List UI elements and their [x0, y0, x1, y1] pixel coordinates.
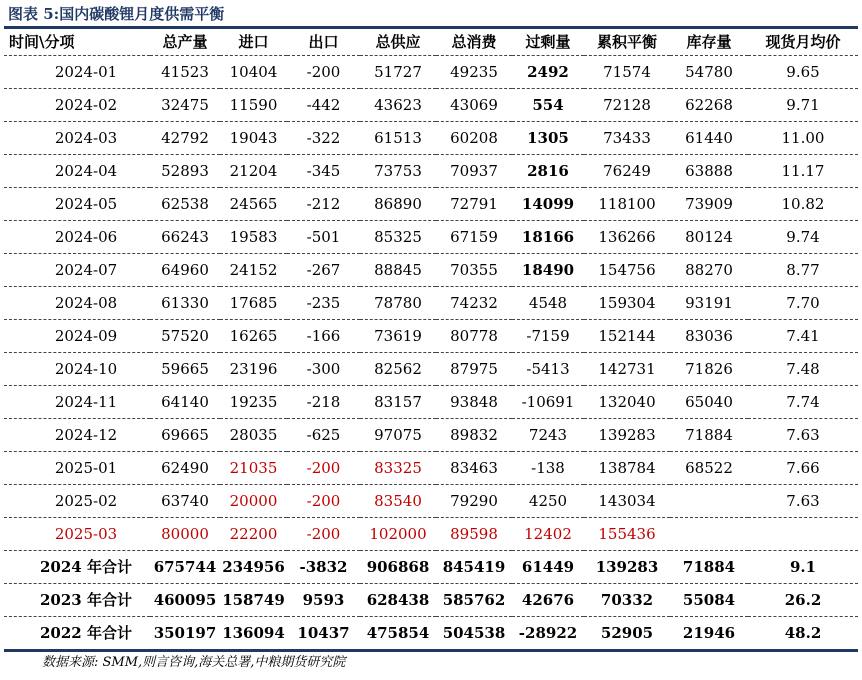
- column-header: 累积平衡: [584, 29, 670, 55]
- table-row: [4, 253, 858, 286]
- table-cell: 88845: [360, 253, 436, 286]
- table-cell: 21035: [220, 451, 287, 484]
- table-cell: 7.66: [748, 451, 858, 484]
- table-cell: 62268: [670, 88, 748, 121]
- table-cell: 7.48: [748, 352, 858, 385]
- table-cell: 7.74: [748, 385, 858, 418]
- table-cell: 475854: [366, 623, 430, 642]
- table-cell: 71884: [670, 550, 748, 583]
- table-cell: -200: [287, 451, 360, 484]
- table-cell: 118100: [584, 187, 670, 220]
- table-row: [4, 484, 858, 517]
- table-cell: 87975: [436, 352, 512, 385]
- table-cell: 93191: [670, 286, 748, 319]
- table-cell: -322: [287, 121, 360, 154]
- table-cell: 7.63: [748, 418, 858, 451]
- table-cell: 7.70: [748, 286, 858, 319]
- column-header: 过剩量: [512, 29, 584, 55]
- table-cell: -3832: [287, 550, 360, 583]
- table-row: [4, 583, 858, 616]
- table-row: [4, 550, 858, 583]
- row-label-cell: 2024-05: [4, 187, 150, 220]
- table-cell: 80124: [670, 220, 748, 253]
- table-body: [4, 55, 858, 649]
- table-cell: 1305: [512, 121, 584, 154]
- table-row: [4, 319, 858, 352]
- table-cell: 9.1: [748, 550, 858, 583]
- table-cell: -200: [287, 484, 360, 517]
- table-cell: 48.2: [784, 623, 822, 642]
- table-cell: 155436: [584, 517, 670, 550]
- table-row: [4, 451, 858, 484]
- table-cell: 2492: [512, 55, 584, 88]
- table-cell: 7.63: [748, 484, 858, 517]
- table-cell: 11.00: [748, 121, 858, 154]
- row-label-cell: 2025-03: [4, 517, 150, 550]
- table-cell: 68522: [670, 451, 748, 484]
- table-cell: 102000: [360, 517, 436, 550]
- table-cell: -235: [287, 286, 360, 319]
- table-cell: 65040: [670, 385, 748, 418]
- table-cell: 49235: [436, 55, 512, 88]
- row-label-cell: 2024-10: [4, 352, 150, 385]
- table-cell: 64960: [150, 253, 220, 286]
- table-cell: 585762: [436, 583, 512, 616]
- column-header: 时间\分项: [4, 29, 150, 55]
- table-cell: 21946: [682, 623, 736, 642]
- row-label-cell: 2024-06: [4, 220, 150, 253]
- table-cell: -200: [287, 517, 360, 550]
- table-cell: 67159: [436, 220, 512, 253]
- table-row: [4, 220, 858, 253]
- table-row: [4, 55, 858, 88]
- table-cell: 10404: [220, 55, 287, 88]
- table-cell: 78780: [360, 286, 436, 319]
- table-cell: 4548: [512, 286, 584, 319]
- table-row: [4, 154, 858, 187]
- table-cell: -166: [287, 319, 360, 352]
- table-cell: 9.71: [748, 88, 858, 121]
- table-row: [4, 121, 858, 154]
- table-cell: 64140: [150, 385, 220, 418]
- table-cell: 83540: [360, 484, 436, 517]
- table-cell: 628438: [360, 583, 436, 616]
- table-cell: 52893: [150, 154, 220, 187]
- row-label-cell: 2023 年合计: [4, 583, 150, 616]
- table-cell: 9.74: [748, 220, 858, 253]
- column-header: 总供应: [360, 29, 436, 55]
- table-cell: 63740: [150, 484, 220, 517]
- row-label-cell: 2024-01: [4, 55, 150, 88]
- table-cell: 83157: [360, 385, 436, 418]
- table-cell: 73753: [360, 154, 436, 187]
- table-cell: 59665: [150, 352, 220, 385]
- table-cell: -7159: [512, 319, 584, 352]
- table-cell: 11590: [220, 88, 287, 121]
- column-header: 现货月均价: [748, 29, 858, 55]
- table-cell: -212: [287, 187, 360, 220]
- table-cell: 139283: [584, 550, 670, 583]
- table-cell: 66243: [150, 220, 220, 253]
- supply-demand-table: [4, 29, 858, 649]
- header-row: [4, 29, 858, 55]
- column-header: 总消费: [436, 29, 512, 55]
- table-row: [4, 385, 858, 418]
- table-cell: 61449: [512, 550, 584, 583]
- table-cell: 504538: [442, 623, 506, 642]
- table-cell: 55084: [670, 583, 748, 616]
- table-cell: 139283: [584, 418, 670, 451]
- table-cell: 93848: [436, 385, 512, 418]
- table-cell: 7.41: [748, 319, 858, 352]
- row-label-cell: 2024-09: [4, 319, 150, 352]
- table-cell: 89832: [436, 418, 512, 451]
- table-cell: 43069: [436, 88, 512, 121]
- table-cell: 158749: [220, 583, 287, 616]
- table-cell: 70355: [436, 253, 512, 286]
- table-cell: 7243: [512, 418, 584, 451]
- table-cell: 70332: [584, 583, 670, 616]
- table-cell: 16265: [220, 319, 287, 352]
- table-cell: -28922: [518, 623, 578, 642]
- table-cell: 57520: [150, 319, 220, 352]
- figure-title: 图表 5:国内碳酸锂月度供需平衡: [8, 5, 225, 23]
- table-cell: 51727: [360, 55, 436, 88]
- table-cell: 42676: [512, 583, 584, 616]
- table-cell: 80000: [150, 517, 220, 550]
- table-cell: 86890: [360, 187, 436, 220]
- table-row: [4, 88, 858, 121]
- table-cell: 19583: [220, 220, 287, 253]
- table-cell: 9593: [287, 583, 360, 616]
- table-cell: 70937: [436, 154, 512, 187]
- column-header: 出口: [287, 29, 360, 55]
- table-cell: 26.2: [748, 583, 858, 616]
- table-cell: 12402: [512, 517, 584, 550]
- table-cell: 82562: [360, 352, 436, 385]
- table-cell: 83325: [360, 451, 436, 484]
- table-cell: 19235: [220, 385, 287, 418]
- row-label-cell: 2025-02: [4, 484, 150, 517]
- table-cell: 18166: [512, 220, 584, 253]
- table-cell: 73619: [360, 319, 436, 352]
- table-cell: 154756: [584, 253, 670, 286]
- table-cell: 138784: [584, 451, 670, 484]
- row-label-cell: 2024-08: [4, 286, 150, 319]
- table-cell: 18490: [512, 253, 584, 286]
- table-cell: 159304: [584, 286, 670, 319]
- table-cell: 52905: [600, 623, 654, 642]
- table-cell: 32475: [150, 88, 220, 121]
- table-cell: 19043: [220, 121, 287, 154]
- table-cell: 24565: [220, 187, 287, 220]
- table-cell: -442: [287, 88, 360, 121]
- table-cell: 10437: [297, 623, 350, 642]
- table-cell: 8.77: [748, 253, 858, 286]
- table-cell: 142731: [584, 352, 670, 385]
- table-cell: -300: [287, 352, 360, 385]
- table-cell: 61440: [670, 121, 748, 154]
- row-label-cell: 2022 年合计: [40, 624, 132, 643]
- table-cell: 85325: [360, 220, 436, 253]
- table-cell: -200: [287, 55, 360, 88]
- table-cell: -10691: [512, 385, 584, 418]
- table-cell: 136266: [584, 220, 670, 253]
- table-cell: 234956: [220, 550, 287, 583]
- table-cell: 14099: [512, 187, 584, 220]
- table-cell: 460095: [150, 583, 220, 616]
- table-cell: 89598: [436, 517, 512, 550]
- table-cell: 4250: [512, 484, 584, 517]
- table-cell: -218: [287, 385, 360, 418]
- table-cell: [670, 484, 748, 517]
- table-cell: 143034: [584, 484, 670, 517]
- table-row: [4, 418, 858, 451]
- row-label-cell: 2024-07: [4, 253, 150, 286]
- table-cell: 41523: [150, 55, 220, 88]
- table-row: [4, 352, 858, 385]
- table-cell: 20000: [220, 484, 287, 517]
- column-header: 库存量: [670, 29, 748, 55]
- table-cell: 74232: [436, 286, 512, 319]
- table-cell: 73433: [584, 121, 670, 154]
- table-row: [4, 616, 858, 649]
- table-cell: 72791: [436, 187, 512, 220]
- table-cell: 79290: [436, 484, 512, 517]
- table-cell: 350197: [153, 623, 217, 642]
- table-cell: 845419: [436, 550, 512, 583]
- table-cell: 83463: [436, 451, 512, 484]
- table-cell: 11.17: [748, 154, 858, 187]
- table-cell: 54780: [670, 55, 748, 88]
- table-cell: 136094: [222, 623, 285, 642]
- column-header: 总产量: [150, 29, 220, 55]
- table-cell: -5413: [512, 352, 584, 385]
- table-cell: 132040: [584, 385, 670, 418]
- row-label-cell: 2024 年合计: [4, 550, 150, 583]
- table-cell: 43623: [360, 88, 436, 121]
- table-row: [4, 517, 858, 550]
- table-cell: 97075: [360, 418, 436, 451]
- table-row: [4, 286, 858, 319]
- table-cell: 24152: [220, 253, 287, 286]
- table-cell: 61330: [150, 286, 220, 319]
- table-cell: 88270: [670, 253, 748, 286]
- table-cell: 71826: [670, 352, 748, 385]
- table-cell: -625: [287, 418, 360, 451]
- table-cell: 10.82: [748, 187, 858, 220]
- table-cell: 21204: [220, 154, 287, 187]
- table-cell: 60208: [436, 121, 512, 154]
- table-cell: 62490: [150, 451, 220, 484]
- table-cell: 906868: [360, 550, 436, 583]
- row-label-cell: 2024-12: [4, 418, 150, 451]
- table-cell: 69665: [150, 418, 220, 451]
- data-source-note: 数据来源: SMM,则言咨询,海关总署,中粮期货研究院: [42, 655, 346, 670]
- table-cell: 17685: [220, 286, 287, 319]
- table-cell: 9.65: [748, 55, 858, 88]
- table-cell: 2816: [512, 154, 584, 187]
- table-cell: -345: [287, 154, 360, 187]
- table-cell: 554: [512, 88, 584, 121]
- table-cell: 42792: [150, 121, 220, 154]
- row-label-cell: 2024-11: [4, 385, 150, 418]
- table-cell: 80778: [436, 319, 512, 352]
- row-label-cell: 2024-03: [4, 121, 150, 154]
- table-cell: 71574: [584, 55, 670, 88]
- table-cell: 675744: [150, 550, 220, 583]
- table-cell: 61513: [360, 121, 436, 154]
- table-cell: 72128: [584, 88, 670, 121]
- row-label-cell: 2024-04: [4, 154, 150, 187]
- row-label-cell: 2025-01: [4, 451, 150, 484]
- table-cell: 73909: [670, 187, 748, 220]
- table-cell: 76249: [584, 154, 670, 187]
- table-row: [4, 187, 858, 220]
- table-cell: 63888: [670, 154, 748, 187]
- table-cell: 152144: [584, 319, 670, 352]
- row-label-cell: 2024-02: [4, 88, 150, 121]
- table-cell: 28035: [220, 418, 287, 451]
- column-header: 进口: [220, 29, 287, 55]
- table-cell: -267: [287, 253, 360, 286]
- table-cell: 71884: [670, 418, 748, 451]
- table-cell: [670, 517, 748, 550]
- table-cell: -138: [512, 451, 584, 484]
- table-cell: 83036: [670, 319, 748, 352]
- table-cell: -501: [287, 220, 360, 253]
- table-cell: 22200: [220, 517, 287, 550]
- table-cell: 23196: [220, 352, 287, 385]
- table-cell: 62538: [150, 187, 220, 220]
- table-cell: [748, 517, 858, 550]
